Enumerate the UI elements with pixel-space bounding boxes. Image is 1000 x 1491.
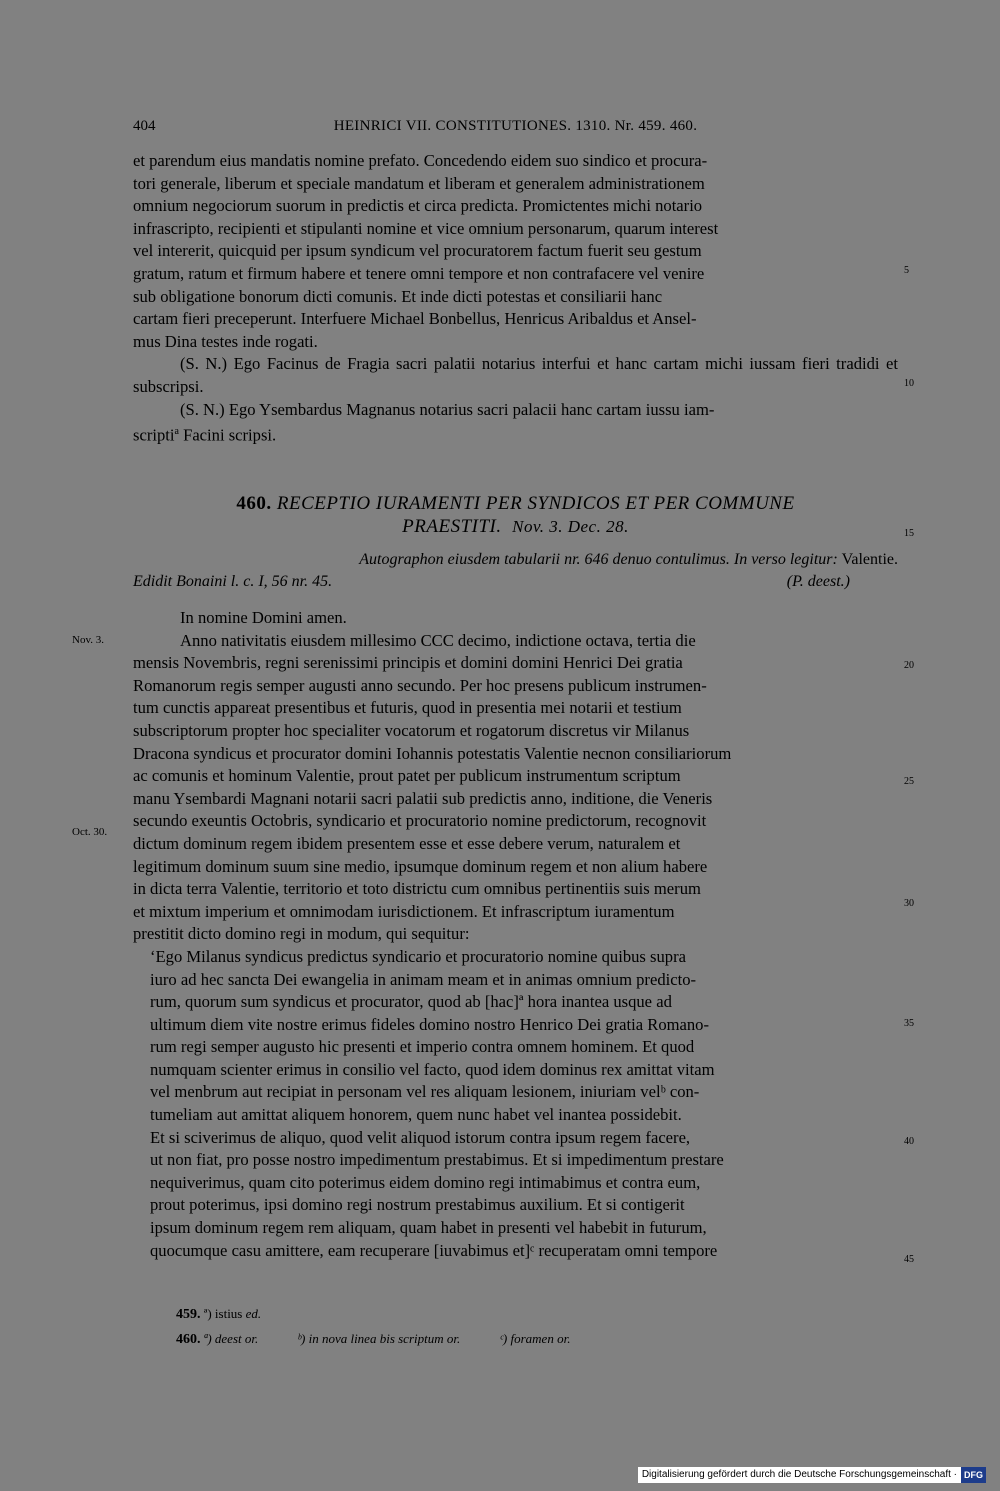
footnote-marker: a <box>174 426 179 438</box>
document-title <box>133 492 898 538</box>
margin-date: Nov. 3. <box>72 634 104 646</box>
text-line: et mixtum imperium et omnimodam iurisdictionem. Et infrascriptum iuramentum <box>133 901 675 921</box>
line-number: 25 <box>904 776 914 787</box>
text-line: Dracona syndicus et procurator domini Iohannis potestatis Valentie necnon consiliariorum <box>133 743 732 763</box>
doc-460-text <box>133 607 898 1262</box>
notary-subscription-2 <box>133 399 898 448</box>
footnote-text: ᶜ) foramen or. <box>499 1331 571 1346</box>
line-number: 45 <box>904 1254 914 1265</box>
oath-line: Et si sciverimus de aliquo, quod velit aliquod istorum contra ipsum regem facere, <box>150 1127 691 1147</box>
footnote-460 <box>176 1331 876 1348</box>
oath-line: numquam scienter erimus in consilio vel facto, quod idem dominus rex amittat vitam <box>150 1059 715 1079</box>
subscription-text: scripti <box>133 425 175 445</box>
footnote-text: ed. <box>245 1306 262 1321</box>
running-title: HEINRICI VII. CONSTITUTIONES. 1310. Nr. 459. 460. <box>333 118 698 134</box>
dfg-logo: DFG <box>961 1467 986 1483</box>
title-line: RECEPTIO IURAMENTI PER SYNDICOS ET PER COMMUNE <box>276 493 795 514</box>
oath-line: rum, quorum sum syndicus et procurator, quod ab [hac]ª hora inantea usque ad <box>150 992 672 1012</box>
source-line <box>133 549 898 571</box>
line-number: 10 <box>904 378 914 389</box>
text-line: secundo exeuntis Octobris, syndicario et procuratorio nomine predictorum, recognovit <box>133 811 707 831</box>
oath-line: vel menbrum aut recipiat in personam vel res aliquam lesionem, iniuriam velᵇ con- <box>150 1082 700 1102</box>
line-number: 35 <box>904 1018 914 1029</box>
running-header <box>133 118 898 140</box>
text-line: et parendum eius mandatis nomine prefato. Concedendo eidem suo sindico et procura- <box>133 151 708 170</box>
oath-line: ultimum diem vite nostre erimus fideles domino nostro Henrico Dei gratia Romano- <box>150 1014 710 1034</box>
regest-note: (P. deest.) <box>786 573 850 590</box>
text-line: gratum, ratum et firmum habere et tenere omni tempore et non contrafacere vel venire <box>133 263 705 283</box>
subscription-text: (S. N.) Ego Ysembardus Magnanus notarius sacri palacii hanc cartam iussu iam- <box>180 399 715 419</box>
title-line: PRAESTITI. <box>402 516 502 537</box>
text-line: omnium negociorum suorum in predictis et circa predicta. Promictentes michi notario <box>133 196 703 216</box>
text-line: legitimum dominum suum sine medio, ipsumque dominum regem et non alium habere <box>133 856 708 876</box>
text-line: Romanorum regis semper augusti anno secundo. Per hoc presens publicum instrumen- <box>133 675 707 695</box>
text-line: ac comunis et hominum Valentie, prout patet per publicum instrumentum scriptum <box>133 766 681 786</box>
text-line: mus Dina testes inde rogati. <box>133 331 318 351</box>
oath-quote <box>133 946 898 1262</box>
line-number: 5 <box>904 265 909 276</box>
oath-line: ipsum dominum regem rem aliquam, quam habet in presenti vel habebit in futurum, <box>150 1218 707 1238</box>
line-number: 40 <box>904 1136 914 1147</box>
notary-subscription-1: (S. N.) Ego Facinus de Fragia sacri palatii notarius interfui et hanc cartam michi iussam fieri tradidi et subscripsi. <box>133 354 898 396</box>
footnote-text: ᵇ) in nova linea bis scriptum or. <box>297 1331 461 1346</box>
oath-line: rum regi semper augusto hic presenti et imperio contra omnem hominem. Et quod <box>150 1037 695 1057</box>
invocation: In nomine Domini amen. <box>180 608 347 627</box>
funding-credit <box>638 1467 986 1483</box>
text-line: tori generale, liberum et speciale mandatum et liberam et generalem administrationem <box>133 173 705 193</box>
text-line: infrascripto, recipienti et stipulanti nomine et vice omnium personarum, quarum interest <box>133 218 719 238</box>
text-line: cartam fieri preceperunt. Interfuere Michael Bonbellus, Henricus Aribaldus et Ansel- <box>133 309 697 329</box>
source-note <box>133 549 898 593</box>
text-line: vel intererit, quicquid per ipsum syndicum vel procuratorem factum fuerit seu gestum <box>133 241 702 261</box>
oath-line: ‘Ego Milanus syndicus predictus syndicario et procuratorio nomine quibus supra <box>150 946 686 966</box>
footnote-text: ª) deest or. <box>203 1331 259 1346</box>
oath-line: iuro ad hec sancta Dei ewangelia in animam meam et in animas omnium predicto- <box>150 969 697 989</box>
source-text: Autographon eiusdem tabularii nr. 646 denuo contulimus. In verso legitur: <box>359 551 838 568</box>
line-number: 30 <box>904 898 914 909</box>
document-number: 460. <box>236 493 272 514</box>
source-line <box>133 571 898 593</box>
doc-459-text <box>133 150 898 447</box>
text-line: sub obligatione bonorum dicti comunis. Et inde dicti potestas et consiliarii hanc <box>133 286 663 306</box>
oath-line: ut non fiat, pro posse nostro impedimentum prestabimus. Et si impedimentum prestare <box>150 1150 724 1170</box>
footnote-text: ª) istius <box>203 1306 243 1321</box>
oath-line: tumeliam aut amittat aliquem honorem, quem nunc habet vel inantea possidebit. <box>150 1105 682 1125</box>
credit-text: Digitalisierung gefördert durch die Deutsche Forschungsgemeinschaft · <box>641 1469 957 1480</box>
line-number: 15 <box>904 528 914 539</box>
document-date: Nov. 3. Dec. 28. <box>512 517 629 536</box>
footnote-number: 459. <box>176 1307 201 1322</box>
footnote-number: 460. <box>176 1332 201 1347</box>
subscription-text: Facini scripsi. <box>178 425 277 445</box>
text-line: manu Ysembardi Magnani notarii sacri palatii sub predictis anno, inditione, die Veneris <box>133 788 713 808</box>
text-line: dictum dominum regem ibidem presentem esse et esse debere verum, naturalem et <box>133 833 681 853</box>
oath-line: quocumque casu amittere, eam recuperare [iuvabimus et]ᶜ recuperatam omni tempore <box>150 1240 718 1260</box>
text-line: mensis Novembris, regni serenissimi principis et domini domini Henrici Dei gratia <box>133 653 683 673</box>
edition-text: Edidit Bonaini l. c. I, 56 nr. 45. <box>133 573 333 590</box>
text-line: prestitit dicto domino regi in modum, qui sequitur: <box>133 924 470 944</box>
margin-date: Oct. 30. <box>72 826 108 838</box>
oath-line: prout poterimus, ipsi domino regi nostrum prestabimus auxilium. Et si contigerit <box>150 1195 685 1215</box>
text-line: subscriptorum propter hoc specialiter vocatorum et rogatorum discretus vir Milanus <box>133 720 690 740</box>
footnote-459 <box>176 1306 261 1323</box>
verso-text: Valentie. <box>837 551 898 568</box>
oath-line: nequiverimus, quam cito poterimus eidem domino regi intimabimus et contra eum, <box>150 1172 701 1192</box>
page-number: 404 <box>133 118 156 134</box>
text-line: Anno nativitatis eiusdem millesimo CCC decimo, indictione octava, tertia die <box>180 630 696 650</box>
text-line: in dicta terra Valentie, territorio et toto districtu cum omnibus pertinentiis suis merum <box>133 879 701 899</box>
line-number: 20 <box>904 660 914 671</box>
text-line: tum cunctis appareat presentibus et futuris, quod in presentia mei notarii et testium <box>133 698 682 718</box>
